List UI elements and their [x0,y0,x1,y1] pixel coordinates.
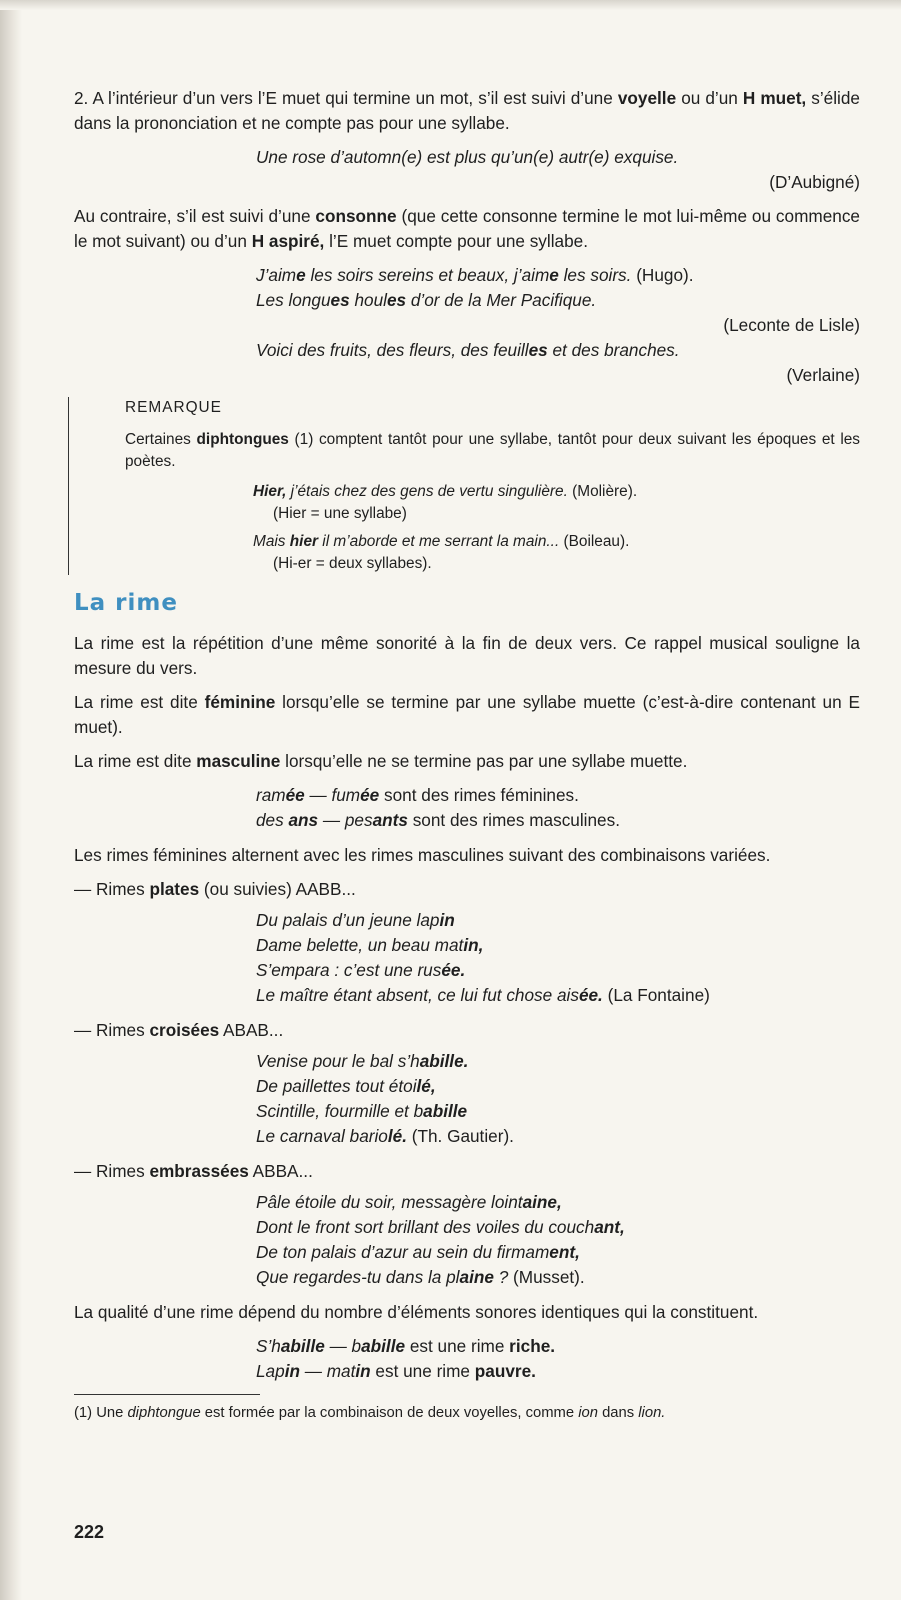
footnote: (1) Une diphtongue est formée par la combinaison de deux voyelles, comme ion dans lion. [74,1405,666,1421]
remarque-example-moliere: Hier, j’étais chez des gens de vertu singulière. (Molière). (Hier = une syllabe) [253,483,638,522]
page-number: 222 [74,1522,105,1542]
rimes-plates-heading: — Rimes plates (ou suivies) AABB... [74,879,356,899]
paragraph-elision: 2. A l’intérieur d’un vers l’E muet qui termine un mot, s’il est suivi d’une voyelle ou d’un H muet, s’élide dans la prononciation et ne compte pas pour une syllabe. [74,88,860,133]
rimes-croisees-heading: — Rimes croisées ABAB... [74,1020,284,1040]
paragraph-qualite-rime: La qualité d’une rime dépend du nombre d’éléments sonores identiques qui la constituent. [74,1302,759,1322]
page-content [74,86,860,1424]
example-gautier: Venise pour le bal s’habille. De paillettes tout étoilé, Scintille, fourmille et babille Le carnaval bariolé. (Th. Gautier). [256,1051,514,1146]
example-la-fontaine: Du palais d’un jeune lapin Dame belette, un beau matin, S’empara : c’est une rusée. Le maître étant absent, ce lui fut chose aisée. (La Fontaine) [256,910,710,1005]
page-binding-edge [0,0,22,1600]
example-rimes-genre: ramée — fumée sont des rimes féminines. des ans — pesants sont des rimes masculines. [256,785,620,830]
remarque-box [68,397,860,575]
verse-line: Une rose d’automn(e) est plus qu’un(e) autr(e) exquise. [256,147,679,167]
paragraph-number: 2. [74,88,89,108]
example-daubigne [256,145,860,195]
paragraph-rime-feminine: La rime est dite féminine lorsqu’elle se termine par une syllabe muette (c’est-à-dire contenant un E muet). [74,692,860,737]
paragraph-e-muet-compte: Au contraire, s’il est suivi d’une consonne (que cette consonne termine le mot lui-même ou commence le mot suivant) ou d’un H aspiré, l’E muet compte pour une syllabe. [74,206,860,251]
verse-line: J’aime les soirs sereins et beaux, j’aime les soirs. (Hugo). [256,265,694,285]
example-musset: Pâle étoile du soir, messagère lointaine, Dont le front sort brillant des voiles du couchant, De ton palais d’azur au sein du firmament, Que regardes-tu dans la plaine ? (Musset). [256,1192,625,1287]
example-hugo-lisle-verlaine [256,263,860,388]
example-qualite: S’habille — babille est une rime riche. Lapin — matin est une rime pauvre. [256,1336,556,1381]
verse-author: (Verlaine) [786,365,860,385]
paragraph-combinaisons: Les rimes féminines alternent avec les rimes masculines suivant des combinaisons variées. [74,845,771,865]
remarque-text: Certaines diphtongues (1) comptent tantôt pour une syllabe, tantôt pour deux suivant les époques et les poètes. [125,431,860,470]
rimes-embrassees-heading: — Rimes embrassées ABBA... [74,1161,313,1181]
paragraph-rime-definition: La rime est la répétition d’une même sonorité à la fin de deux vers. Ce rappel musical souligne la mesure du vers. [74,633,860,678]
section-title: La rime [74,590,178,616]
remarque-example-boileau: Mais hier il m’aborde et me serrant la main... (Boileau). (Hi-er = deux syllabes). [253,533,630,572]
verse-line: Voici des fruits, des fleurs, des feuilles et des branches. [256,340,680,360]
verse-author: (Leconte de Lisle) [723,315,860,335]
remarque-heading: REMARQUE [125,399,222,416]
page-top-edge [0,0,901,10]
paragraph-rime-masculine: La rime est dite masculine lorsqu’elle ne se termine pas par une syllabe muette. [74,751,688,771]
footnote-divider [74,1394,260,1395]
verse-author: (D’Aubigné) [769,172,860,192]
verse-line: Les longues houles d’or de la Mer Pacifique. [256,290,597,310]
